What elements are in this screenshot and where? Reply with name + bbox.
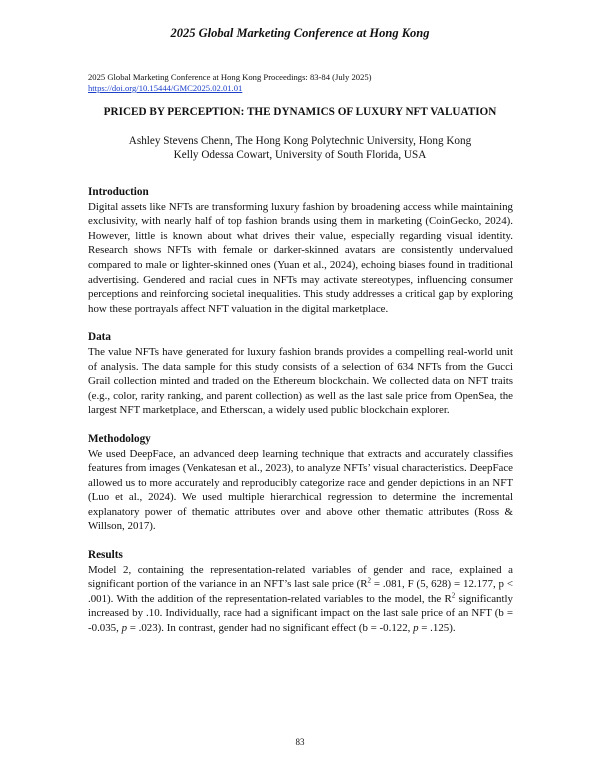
data-heading: Data xyxy=(88,331,111,344)
proceedings-meta xyxy=(88,72,372,94)
results-text xyxy=(88,563,513,636)
methodology-heading: Methodology xyxy=(88,432,151,445)
p-value-symbol-2: p xyxy=(413,622,419,635)
results-text-part-5: = .125). xyxy=(418,622,456,635)
data-text: The value NFTs have generated for luxury fashion brands provides a compelling real-world unit of analysis. The data sample for this study consists of a selection of 634 NFTs from the Gucci Grail collection minted and traded on the Ethereum blockchain. We collected data on NFT traits (e.g., color, rarity ranking, and parent collection) as well as the last sale price from OpenSea, the largest NFT marketplace, and Etherscan, a widely used public blockchain explorer. xyxy=(88,345,513,417)
results-text-part-3: significantly increased by .10. Individually, race had a significant impact on the last sale price of an NFT (b = -0.035, xyxy=(88,592,513,635)
methodology-text: We used DeepFace, an advanced deep learning technique that extracts and accurately classifies features from images (Venkatesan et al., 2023), to analyze NFTs’ visual characteristics. DeepFace allowed us to more accurately and reproducibly categorize race and gender depictions in an NFT (Luo et al., 2024). We used multiple hierarchical regression to determine the incremental explanatory power of thematic attributes over and above other thematic attributes (Ross & Willson, 2017). xyxy=(88,447,513,533)
results-heading: Results xyxy=(88,549,123,562)
results-text-part-4: = .023). In contrast, gender had no significant effect (b = -0.122, xyxy=(127,622,414,635)
author-list xyxy=(0,134,600,162)
author-line-1: Ashley Stevens Chenn, The Hong Kong Polytechnic University, Hong Kong xyxy=(128,135,472,147)
page-number: 83 xyxy=(295,737,305,747)
introduction-text: Digital assets like NFTs are transforming luxury fashion by broadening access while maintaining exclusivity, with nearly half of top fashion brands using them in marketing (CoinGecko, 2024). However, little is known about what drives their value, especially regarding visual identity. Research shows NFTs with female or darker-skinned avatars are consistently undervalued compared to male or lighter-skinned ones (Yuan et al., 2024), echoing biases found in traditional advertising. Gendered and racial cues in NFTs may activate stereotypes, influencing consumer perceptions and reinforcing societal inequalities. This study addresses a critical gap by exploring how these portrayals affect NFT valuation in the digital marketplace. xyxy=(88,200,513,315)
r-squared-superscript-2: 2 xyxy=(451,591,456,600)
paper-body xyxy=(88,185,513,650)
paper-title: PRICED BY PERCEPTION: THE DYNAMICS OF LUXURY NFT VALUATION xyxy=(103,106,497,118)
results-text-part-1: Model 2, containing the representation-related variables of gender and race, explained a significant portion of the variance in an NFT’s last sale price (R xyxy=(88,563,513,591)
p-value-symbol-1: p xyxy=(121,622,128,635)
r-squared-superscript-1: 2 xyxy=(367,576,372,585)
introduction-heading: Introduction xyxy=(88,186,149,198)
proceedings-citation: 2025 Global Marketing Conference at Hong Kong Proceedings: 83-84 (July 2025) xyxy=(88,72,372,82)
results-text-part-2: = .081, F (5, 628) = 12.177, p < .001). With the addition of the representation-related variables to the model, the R xyxy=(88,578,513,605)
doi-link[interactable]: https://doi.org/10.15444/GMC2025.02.01.01 xyxy=(88,83,243,93)
conference-header: 2025 Global Marketing Conference at Hong Kong xyxy=(170,26,430,40)
author-line-2: Kelly Odessa Cowart, University of South Florida, USA xyxy=(173,149,427,161)
